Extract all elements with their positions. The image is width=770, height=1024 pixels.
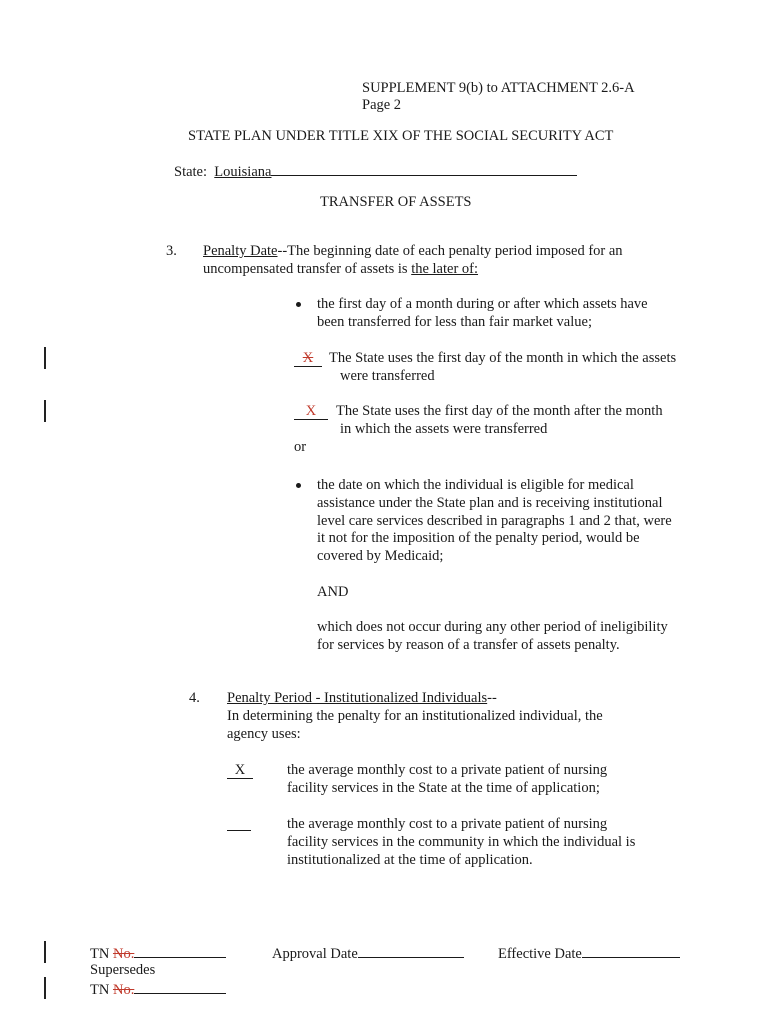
tn2-struck: No. (112, 982, 135, 998)
item4-option2-checkmark (227, 815, 251, 831)
bullet1-line: been transferred for less than fair market value; (317, 314, 592, 330)
item4-option2-row (227, 815, 251, 836)
item3-intro-rest: --The beginning date of each penalty period imposed for an (277, 243, 623, 259)
item4-intro-line: agency uses: (227, 726, 301, 742)
effective-blank (582, 943, 680, 958)
item3-later-of: the later of: (411, 261, 479, 277)
item4-option2-line: institutionalized at the time of application. (287, 852, 533, 868)
option2-line: The State uses the first day of the month after the month (336, 403, 663, 419)
approval-blank (358, 943, 464, 958)
item4-option2-line: the average monthly cost to a private patient of nursing (287, 816, 608, 832)
or-text: or (294, 439, 307, 455)
state-label: State: (174, 164, 208, 180)
option2-row (294, 402, 328, 420)
item3-number: 3. (166, 243, 177, 259)
option1-checkmark: X (294, 351, 322, 367)
item4-intro-line: In determining the penalty for an institutionalized individual, the (227, 708, 603, 724)
bullet1-line: the first day of a month during or after which assets have (317, 296, 648, 312)
state-underline (271, 161, 577, 176)
option1-line: were transferred (340, 368, 435, 384)
footer-tn: TN No. (90, 943, 226, 963)
footer-tn2: TN No. (90, 979, 226, 999)
tn-struck: No. (112, 946, 135, 962)
tn2-blank (134, 979, 226, 994)
state-line (174, 161, 577, 181)
item3-heading: Penalty Date (203, 243, 278, 259)
bullet2-line: covered by Medicaid; (317, 548, 444, 564)
item3-intro-line1 (203, 242, 623, 260)
footer-effective: Effective Date (498, 943, 680, 963)
item4-option1-checkmark: X (227, 763, 253, 779)
revision-bar (44, 941, 46, 963)
item4-option1-line: facility services in the State at the time of application; (287, 780, 600, 796)
option2-checkmark: X (294, 404, 328, 420)
tn-blank (134, 943, 226, 958)
bullet (296, 302, 301, 307)
footer-supersedes: Supersedes (90, 962, 156, 978)
option1-line: The State uses the first day of the month in which the assets (329, 350, 677, 366)
revision-bar (44, 347, 46, 369)
section-title: TRANSFER OF ASSETS (320, 194, 472, 210)
state-value: Louisiana (214, 164, 272, 180)
item4-number: 4. (189, 690, 200, 706)
page-number: Page 2 (362, 97, 402, 113)
item4-heading: Penalty Period - Institutionalized Individuals (227, 690, 488, 706)
bullet (296, 483, 301, 488)
footer-approval: Approval Date (272, 943, 464, 963)
bullet2-line: assistance under the State plan and is receiving institutional (317, 495, 663, 511)
option1-row (294, 349, 322, 367)
bullet2-line: it not for the imposition of the penalty period, would be (317, 530, 640, 546)
revision-bar (44, 977, 46, 999)
closing-line: for services by reason of a transfer of assets penalty. (317, 637, 620, 653)
bullet2-line: level care services described in paragraphs 1 and 2 that, were (317, 513, 672, 529)
closing-line: which does not occur during any other period of ineligibility (317, 619, 668, 635)
item4-option1-row (227, 761, 253, 779)
item4-option1-line: the average monthly cost to a private patient of nursing (287, 762, 608, 778)
item4-heading-line: Penalty Period - Institutionalized Individuals-- (227, 690, 497, 706)
plan-title: STATE PLAN UNDER TITLE XIX OF THE SOCIAL SECURITY ACT (188, 128, 614, 144)
option2-line: in which the assets were transferred (340, 421, 548, 437)
and-text: AND (317, 584, 349, 600)
bullet2-line: the date on which the individual is eligible for medical (317, 477, 634, 493)
supplement-title: SUPPLEMENT 9(b) to ATTACHMENT 2.6-A (362, 80, 635, 96)
item3-intro-line2: uncompensated transfer of assets is the later of: (203, 261, 479, 277)
item4-option2-line: facility services in the community in which the individual is (287, 834, 636, 850)
revision-bar (44, 400, 46, 422)
